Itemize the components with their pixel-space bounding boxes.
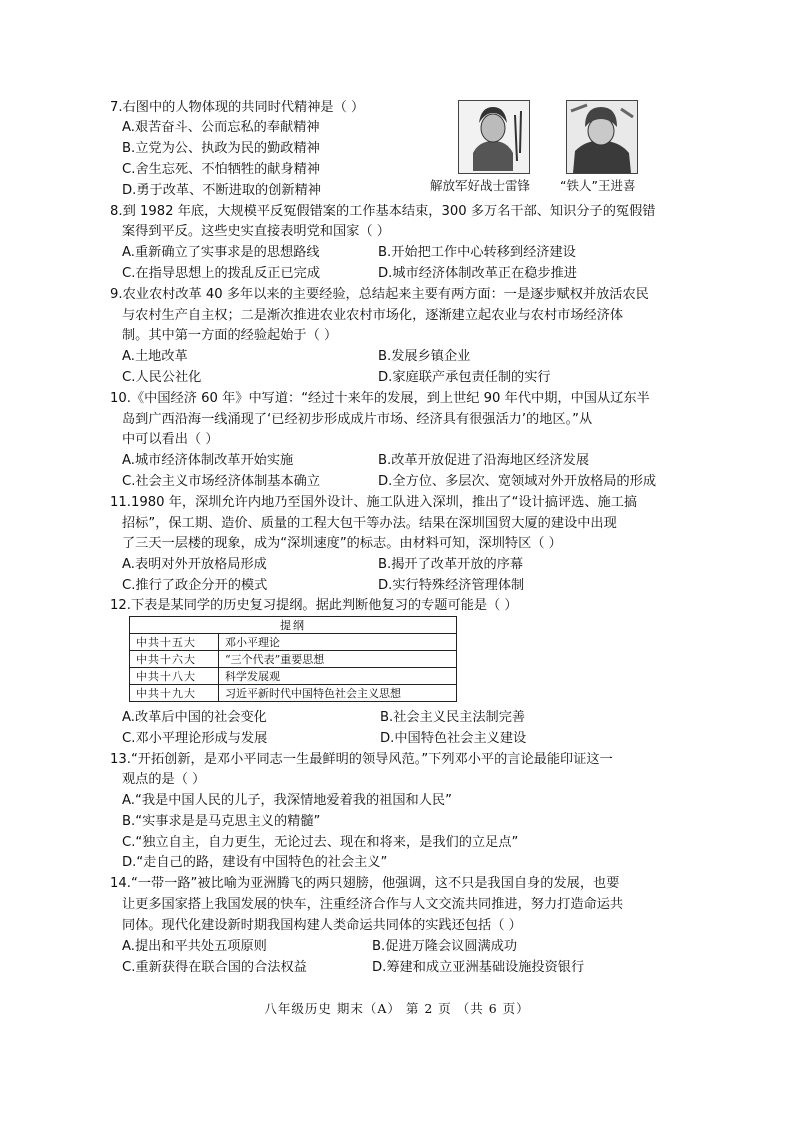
question-8-line-2: 案得到平反。这些史实直接表明党和国家（ ） <box>122 224 390 239</box>
question-10-option-b: B.改革开放促进了沿海地区经济发展 <box>378 453 590 468</box>
question-7-option-a: A.艰苦奋斗、公而忘私的奉献精神 <box>122 120 320 135</box>
question-11-line-3: 了三天一层楼的现象，成为“深圳速度”的标志。由材料可知，深圳特区（ ） <box>122 536 562 551</box>
table-header: 提纲 <box>130 617 457 634</box>
question-13-option-d: D.“走自己的路，建设有中国特色的社会主义” <box>122 855 388 870</box>
portrait-wang-jinxi <box>566 100 638 174</box>
question-14-line-2: 让更多国家搭上我国发展的快车，注重经济合作与人文交流共同推进，努力打造命运共 <box>122 897 624 912</box>
question-12-stem: 12.下表是某同学的历史复习提纲。据此判断他复习的专题可能是（ ） <box>110 598 518 613</box>
question-8-option-c: C.在指导思想上的拨乱反正已完成 <box>122 266 321 281</box>
table-cell-congress: 中共十五大 <box>130 634 219 651</box>
question-7-option-d: D.勇于改革、不断进取的创新精神 <box>122 183 321 198</box>
question-11-option-b: B.揭开了改革开放的序幕 <box>378 557 524 572</box>
question-13-line-2: 观点的是（ ） <box>122 772 206 787</box>
table-row <box>130 668 457 685</box>
question-7-stem: 7.右图中的人物体现的共同时代精神是（ ） <box>110 100 365 115</box>
portrait-figure <box>430 100 670 196</box>
portrait-lei-feng <box>458 100 530 174</box>
page-footer: 八年级历史 期末（A） 第 2 页 （共 6 页） <box>264 1001 530 1016</box>
question-8-line-1: 8.到 1982 年底，大规模平反冤假错案的工作基本结束，300 多万名干部、知识分子的冤假错 <box>110 204 656 219</box>
question-9-line-1: 9.农业农村改革 40 多年以来的主要经验，总结起来主要有两方面：一是逐步赋权并放活农民 <box>110 287 649 302</box>
question-14-line-1: 14.“一带一路”被比喻为亚洲腾飞的两只翅膀，他强调，这不只是我国自身的发展，也要 <box>110 876 620 891</box>
table-cell-theory: 习近平新时代中国特色社会主义思想 <box>219 685 457 702</box>
question-11-line-1: 11.1980 年，深圳允许内地乃至国外设计、施工队进入深圳，推出了“设计搞评选、施工搞 <box>110 495 638 510</box>
question-14-option-c: C.重新获得在联合国的合法权益 <box>122 960 307 975</box>
table-row <box>130 685 457 702</box>
table-row <box>130 651 457 668</box>
table-cell-theory: “三个代表”重要思想 <box>219 651 457 668</box>
table-cell-congress: 中共十六大 <box>130 651 219 668</box>
question-8-option-d: D.城市经济体制改革正在稳步推进 <box>378 266 577 281</box>
table-cell-congress: 中共十八大 <box>130 668 219 685</box>
question-13-option-b: B.“实事求是是马克思主义的精髓” <box>122 814 321 829</box>
table-header-row <box>130 617 457 634</box>
caption-lei-feng: 解放军好战士雷锋 <box>430 178 531 193</box>
table-cell-theory: 科学发展观 <box>219 668 457 685</box>
question-13-option-a: A.“我是中国人民的儿子，我深情地爱着我的祖国和人民” <box>122 793 452 808</box>
question-12-option-a: A.改革后中国的社会变化 <box>122 710 267 725</box>
table-cell-theory: 邓小平理论 <box>219 634 457 651</box>
question-14-line-3: 同体。现代化建设新时期我国构建人类命运共同体的实践还包括（ ） <box>122 918 522 933</box>
question-14-option-d: D.筹建和成立亚洲基础设施投资银行 <box>372 960 585 975</box>
question-10-option-d: D.全方位、多层次、宽领域对外开放格局的形成 <box>378 474 657 489</box>
question-7-option-c: C.舍生忘死、不怕牺牲的献身精神 <box>122 162 321 177</box>
question-9-option-c: C.人民公社化 <box>122 370 202 385</box>
question-9-line-3: 制。其中第一方面的经验起始于（ ） <box>122 328 338 343</box>
question-10-line-2: 岛到广西沿海一线涌现了‘已经初步形成成片市场、经济具有很强活力’的地区。”从 <box>122 412 593 427</box>
question-11-option-a: A.表明对外开放格局形成 <box>122 557 267 572</box>
question-12-option-d: D.中国特色社会主义建设 <box>380 731 527 746</box>
question-10-option-c: C.社会主义市场经济体制基本确立 <box>122 474 321 489</box>
question-10-line-3: 中可以看出（ ） <box>122 432 219 447</box>
table-row <box>130 634 457 651</box>
question-11-option-d: D.实行特殊经济管理体制 <box>378 578 525 593</box>
question-14-option-a: A.提出和平共处五项原则 <box>122 939 267 954</box>
question-11-line-2: 招标”，保工期、造价、质量的工程大包干等办法。结果在深圳国贸大厦的建设中出现 <box>122 516 617 531</box>
question-7-option-b: B.立党为公、执政为民的勤政精神 <box>122 141 320 156</box>
table-cell-congress: 中共十九大 <box>130 685 219 702</box>
question-14-option-b: B.促进万隆会议圆满成功 <box>372 939 518 954</box>
question-10-option-a: A.城市经济体制改革开始实施 <box>122 453 294 468</box>
question-8-option-a: A.重新确立了实事求是的思想路线 <box>122 245 320 260</box>
question-13-line-1: 13.“开拓创新，是邓小平同志一生最鲜明的领导风范。”下列邓小平的言论最能印证这一 <box>110 752 613 767</box>
question-9-line-2: 与农村生产自主权；二是渐次推进农业农村市场化，逐渐建立起农业与农村市场经济体 <box>122 308 624 323</box>
question-9-option-d: D.家庭联产承包责任制的实行 <box>378 370 551 385</box>
caption-wang-jinxi: “铁人”王进喜 <box>560 178 636 193</box>
question-13-option-c: C.“独立自主，自力更生，无论过去、现在和将来，是我们的立足点” <box>122 835 519 850</box>
question-9-option-b: B.发展乡镇企业 <box>378 349 471 364</box>
review-outline-table <box>129 616 457 702</box>
question-12-option-b: B.社会主义民主法制完善 <box>380 710 526 725</box>
question-9-option-a: A.土地改革 <box>122 349 188 364</box>
question-10-line-1: 10.《中国经济 60 年》中写道：“经过十来年的发展，到上世纪 90 年代中期，中国从辽东半 <box>110 391 650 406</box>
question-11-option-c: C.推行了政企分开的模式 <box>122 578 268 593</box>
question-8-option-b: B.开始把工作中心转移到经济建设 <box>378 245 576 260</box>
question-12-option-c: C.邓小平理论形成与发展 <box>122 731 268 746</box>
